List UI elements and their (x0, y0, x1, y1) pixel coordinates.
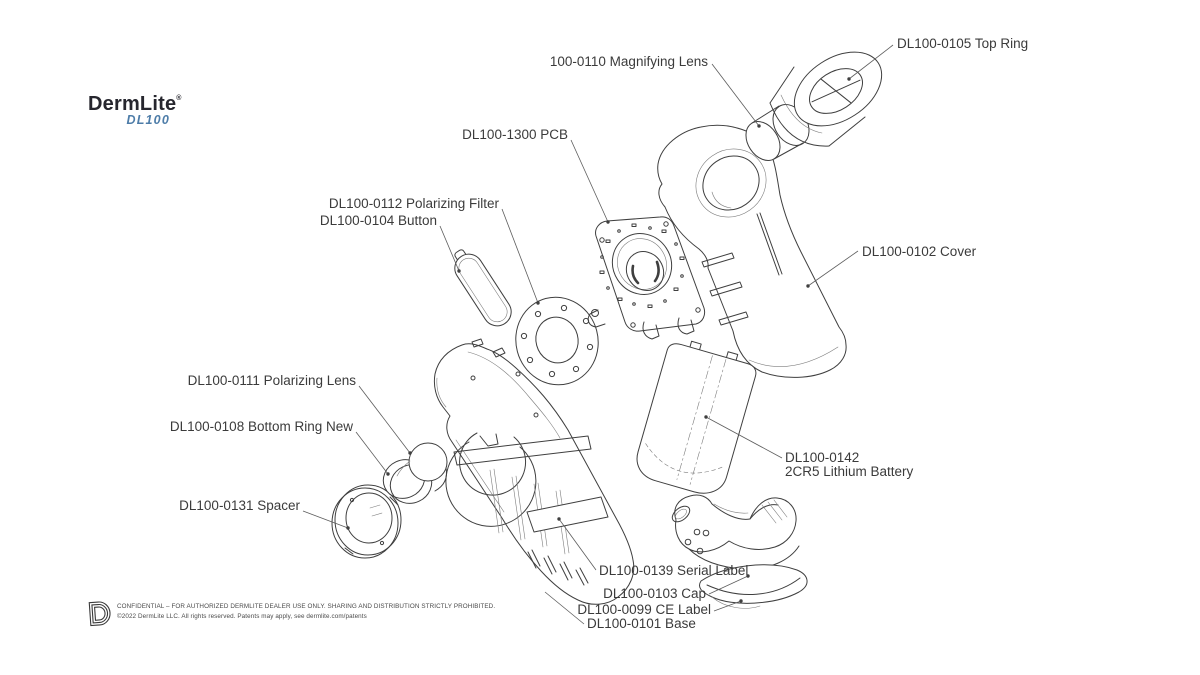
footer (87, 600, 495, 627)
brand-name-text: DermLite (88, 93, 177, 115)
footer-copyright-line: ©2022 DermLite LLC. All rights reserved. Patents may apply, see dermlite.com/patents (117, 613, 367, 621)
label-serial-label: DL100-0139 Serial Label (599, 563, 749, 578)
dermlite-d-icon (87, 600, 111, 627)
label-base: DL100-0101 Base (587, 616, 696, 631)
label-polarizing-lens: DL100-0111 Polarizing Lens (187, 373, 356, 388)
label-polarizing-filter: DL100-0112 Polarizing Filter (328, 196, 499, 211)
label-ce-label: DL100-0099 CE Label (577, 602, 711, 617)
footer-confidential-line: CONFIDENTIAL – FOR AUTHORIZED DERMLITE DEALER USE ONLY. SHARING AND DISTRIBUTION STRICTLY PROHIBITED. (117, 603, 496, 610)
label-battery-part-number: DL100-0142 (785, 450, 860, 465)
label-battery-description: 2CR5 Lithium Battery (785, 464, 914, 479)
label-magnifying-lens: 100-0110 Magnifying Lens (549, 54, 708, 69)
label-top-ring: DL100-0105 Top Ring (897, 36, 1029, 51)
button-drawing (446, 244, 516, 331)
cap-drawing (669, 495, 799, 569)
label-bottom-ring: DL100-0108 Bottom Ring New (169, 419, 353, 434)
brand-model: DL100 (126, 113, 170, 127)
spacer-drawing (332, 485, 401, 558)
registered-mark: ® (176, 95, 182, 102)
label-cover: DL100-0102 Cover (862, 244, 977, 259)
label-pcb: DL100-1300 PCB (462, 127, 568, 142)
label-button: DL100-0104 Button (319, 213, 437, 228)
battery-drawing (632, 336, 760, 500)
label-spacer: DL100-0131 Spacer (179, 498, 300, 513)
cover-drawing (658, 125, 846, 377)
label-cap: DL100-0103 Cap (603, 586, 706, 601)
